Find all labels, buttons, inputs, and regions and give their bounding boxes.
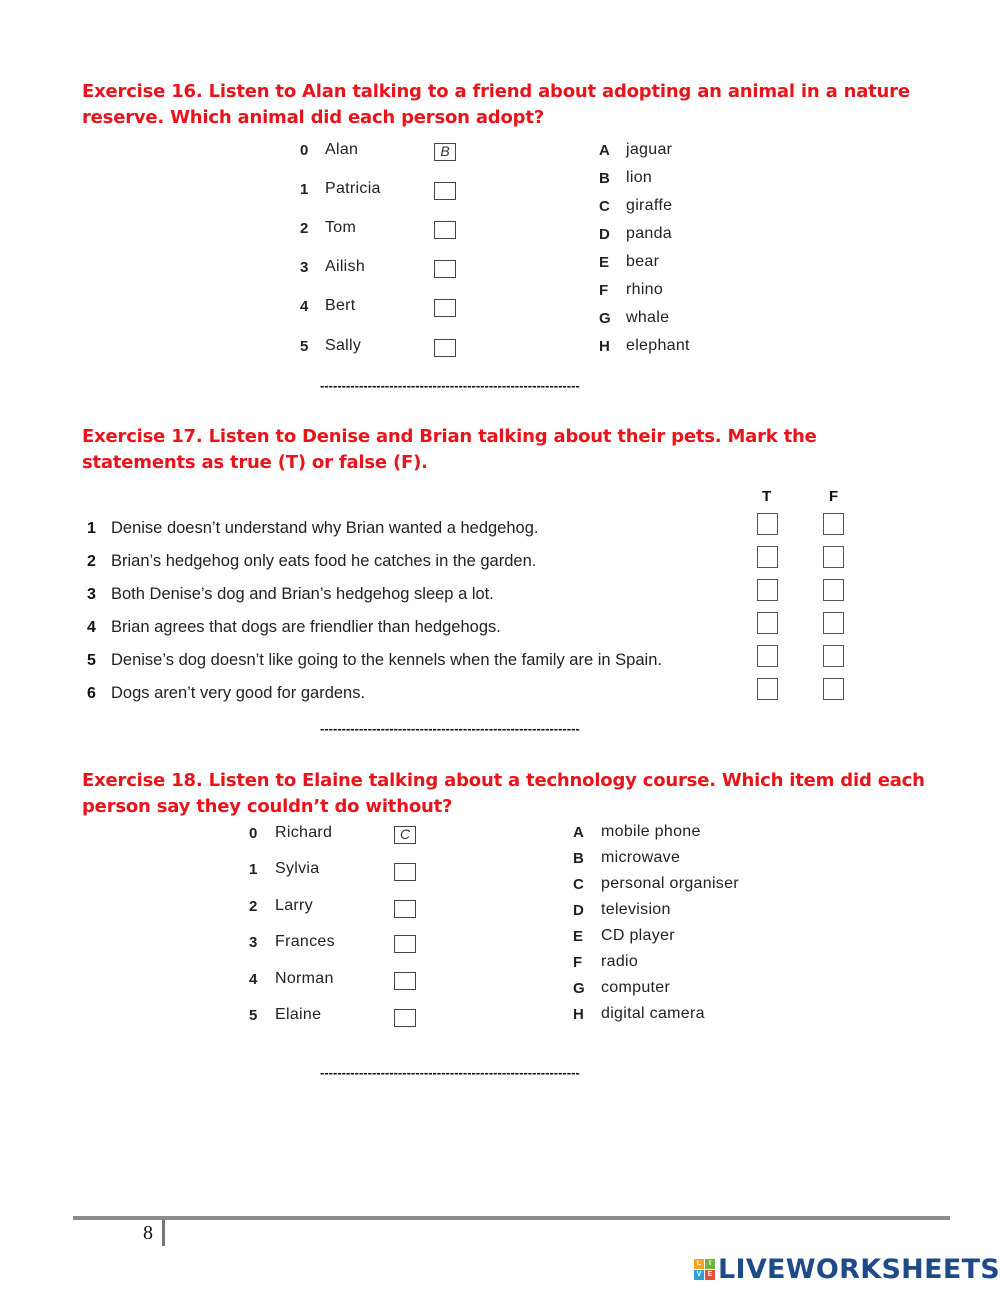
statement-number: 3 (87, 586, 96, 603)
person-name: Patricia (325, 180, 381, 197)
person-number: 1 (249, 861, 258, 878)
person-number: 5 (249, 1007, 258, 1024)
option-text: lion (626, 169, 653, 186)
person-number: 3 (300, 259, 309, 276)
answer-box[interactable]: C (394, 826, 416, 844)
answer-box[interactable] (394, 935, 416, 953)
true-column-header: T (762, 488, 772, 505)
person-number: 2 (249, 898, 258, 915)
separator-line: ------------------------------------------------------------ (320, 722, 580, 736)
liveworksheets-logo (694, 1254, 1000, 1285)
false-checkbox[interactable] (823, 579, 844, 601)
option-letter: D (573, 902, 584, 919)
person-number: 0 (249, 825, 258, 842)
true-checkbox[interactable] (757, 546, 778, 568)
exercise-16-title: Exercise 16. Listen to Alan talking to a friend about adopting an animal in a nature reserve. Which animal did each person adopt? (82, 81, 910, 128)
option-text: CD player (601, 927, 675, 944)
person-number: 3 (249, 934, 258, 951)
option-text: whale (626, 309, 670, 326)
true-checkbox[interactable] (757, 645, 778, 667)
person-number: 4 (249, 971, 258, 988)
option-text: digital camera (601, 1005, 705, 1022)
separator-line: ------------------------------------------------------------ (320, 1066, 580, 1080)
true-checkbox[interactable] (757, 612, 778, 634)
false-checkbox[interactable] (823, 645, 844, 667)
person-number: 2 (300, 220, 309, 237)
person-name: Elaine (275, 1006, 322, 1023)
person-name: Sylvia (275, 860, 320, 877)
answer-box[interactable] (394, 863, 416, 881)
exercise-17-title: Exercise 17. Listen to Denise and Brian talking about their pets. Mark the statements as true (T) or false (F). (82, 426, 817, 473)
statement-text: Both Denise’s dog and Brian’s hedgehog sleep a lot. (111, 585, 494, 603)
option-text: giraffe (626, 197, 673, 214)
option-letter: B (573, 850, 584, 867)
statement-number: 5 (87, 652, 96, 669)
answer-box[interactable] (434, 339, 456, 357)
option-letter: F (573, 954, 583, 971)
separator-line: ------------------------------------------------------------ (320, 379, 580, 393)
logo-text: LIVEWORKSHEETS (718, 1254, 1000, 1285)
person-number: 1 (300, 181, 309, 198)
option-letter: C (599, 198, 610, 215)
false-checkbox[interactable] (823, 513, 844, 535)
true-checkbox[interactable] (757, 678, 778, 700)
statement-text: Dogs aren’t very good for gardens. (111, 684, 366, 702)
person-name: Alan (325, 141, 359, 158)
person-name: Larry (275, 897, 313, 914)
statement-text: Brian’s hedgehog only eats food he catches in the garden. (111, 552, 537, 570)
person-name: Tom (325, 219, 357, 236)
true-checkbox[interactable] (757, 513, 778, 535)
option-letter: A (573, 824, 584, 841)
answer-box[interactable] (394, 900, 416, 918)
person-name: Frances (275, 933, 335, 950)
answer-box[interactable]: B (434, 143, 456, 161)
footer-rule (73, 1216, 950, 1220)
logo-block: V (694, 1270, 704, 1280)
answer-box[interactable] (434, 299, 456, 317)
option-text: rhino (626, 281, 664, 298)
option-text: personal organiser (601, 875, 739, 892)
answer-box[interactable] (434, 221, 456, 239)
person-name: Bert (325, 297, 356, 314)
option-letter: C (573, 876, 584, 893)
option-text: elephant (626, 337, 690, 354)
true-checkbox[interactable] (757, 579, 778, 601)
person-name: Norman (275, 970, 334, 987)
option-letter: E (573, 928, 584, 945)
false-checkbox[interactable] (823, 546, 844, 568)
person-name: Sally (325, 337, 362, 354)
statement-number: 6 (87, 685, 96, 702)
person-number: 0 (300, 142, 309, 159)
answer-box[interactable] (434, 260, 456, 278)
answer-box[interactable] (434, 182, 456, 200)
option-letter: H (573, 1006, 584, 1023)
option-text: bear (626, 253, 660, 270)
option-text: jaguar (626, 141, 673, 158)
false-checkbox[interactable] (823, 612, 844, 634)
option-text: radio (601, 953, 639, 970)
person-number: 5 (300, 338, 309, 355)
person-name: Richard (275, 824, 333, 841)
exercise-18-title: Exercise 18. Listen to Elaine talking about a technology course. Which item did each person say they couldn’t do without? (82, 770, 925, 817)
option-letter: D (599, 226, 610, 243)
option-text: mobile phone (601, 823, 701, 840)
option-letter: G (573, 980, 585, 997)
option-text: panda (626, 225, 672, 242)
logo-block: E (705, 1270, 715, 1280)
option-letter: A (599, 142, 610, 159)
false-checkbox[interactable] (823, 678, 844, 700)
option-letter: H (599, 338, 610, 355)
option-text: television (601, 901, 671, 918)
answer-box[interactable] (394, 972, 416, 990)
option-letter: E (599, 254, 610, 271)
statement-number: 1 (87, 520, 96, 537)
statement-text: Denise doesn’t understand why Brian wanted a hedgehog. (111, 519, 539, 537)
false-column-header: F (829, 488, 839, 505)
option-text: computer (601, 979, 671, 996)
option-letter: G (599, 310, 611, 327)
option-letter: B (599, 170, 610, 187)
option-letter: F (599, 282, 609, 299)
footer-divider (162, 1220, 165, 1246)
person-number: 4 (300, 298, 309, 315)
person-name: Ailish (325, 258, 366, 275)
logo-block: I (705, 1259, 715, 1269)
statement-text: Brian agrees that dogs are friendlier than hedgehogs. (111, 618, 501, 636)
statement-text: Denise’s dog doesn’t like going to the kennels when the family are in Spain. (111, 651, 662, 669)
option-text: microwave (601, 849, 681, 866)
logo-block: L (694, 1259, 704, 1269)
logo-icon (694, 1259, 715, 1280)
page-number: 8 (143, 1222, 153, 1244)
statement-number: 4 (87, 619, 96, 636)
answer-box[interactable] (394, 1009, 416, 1027)
statement-number: 2 (87, 553, 96, 570)
